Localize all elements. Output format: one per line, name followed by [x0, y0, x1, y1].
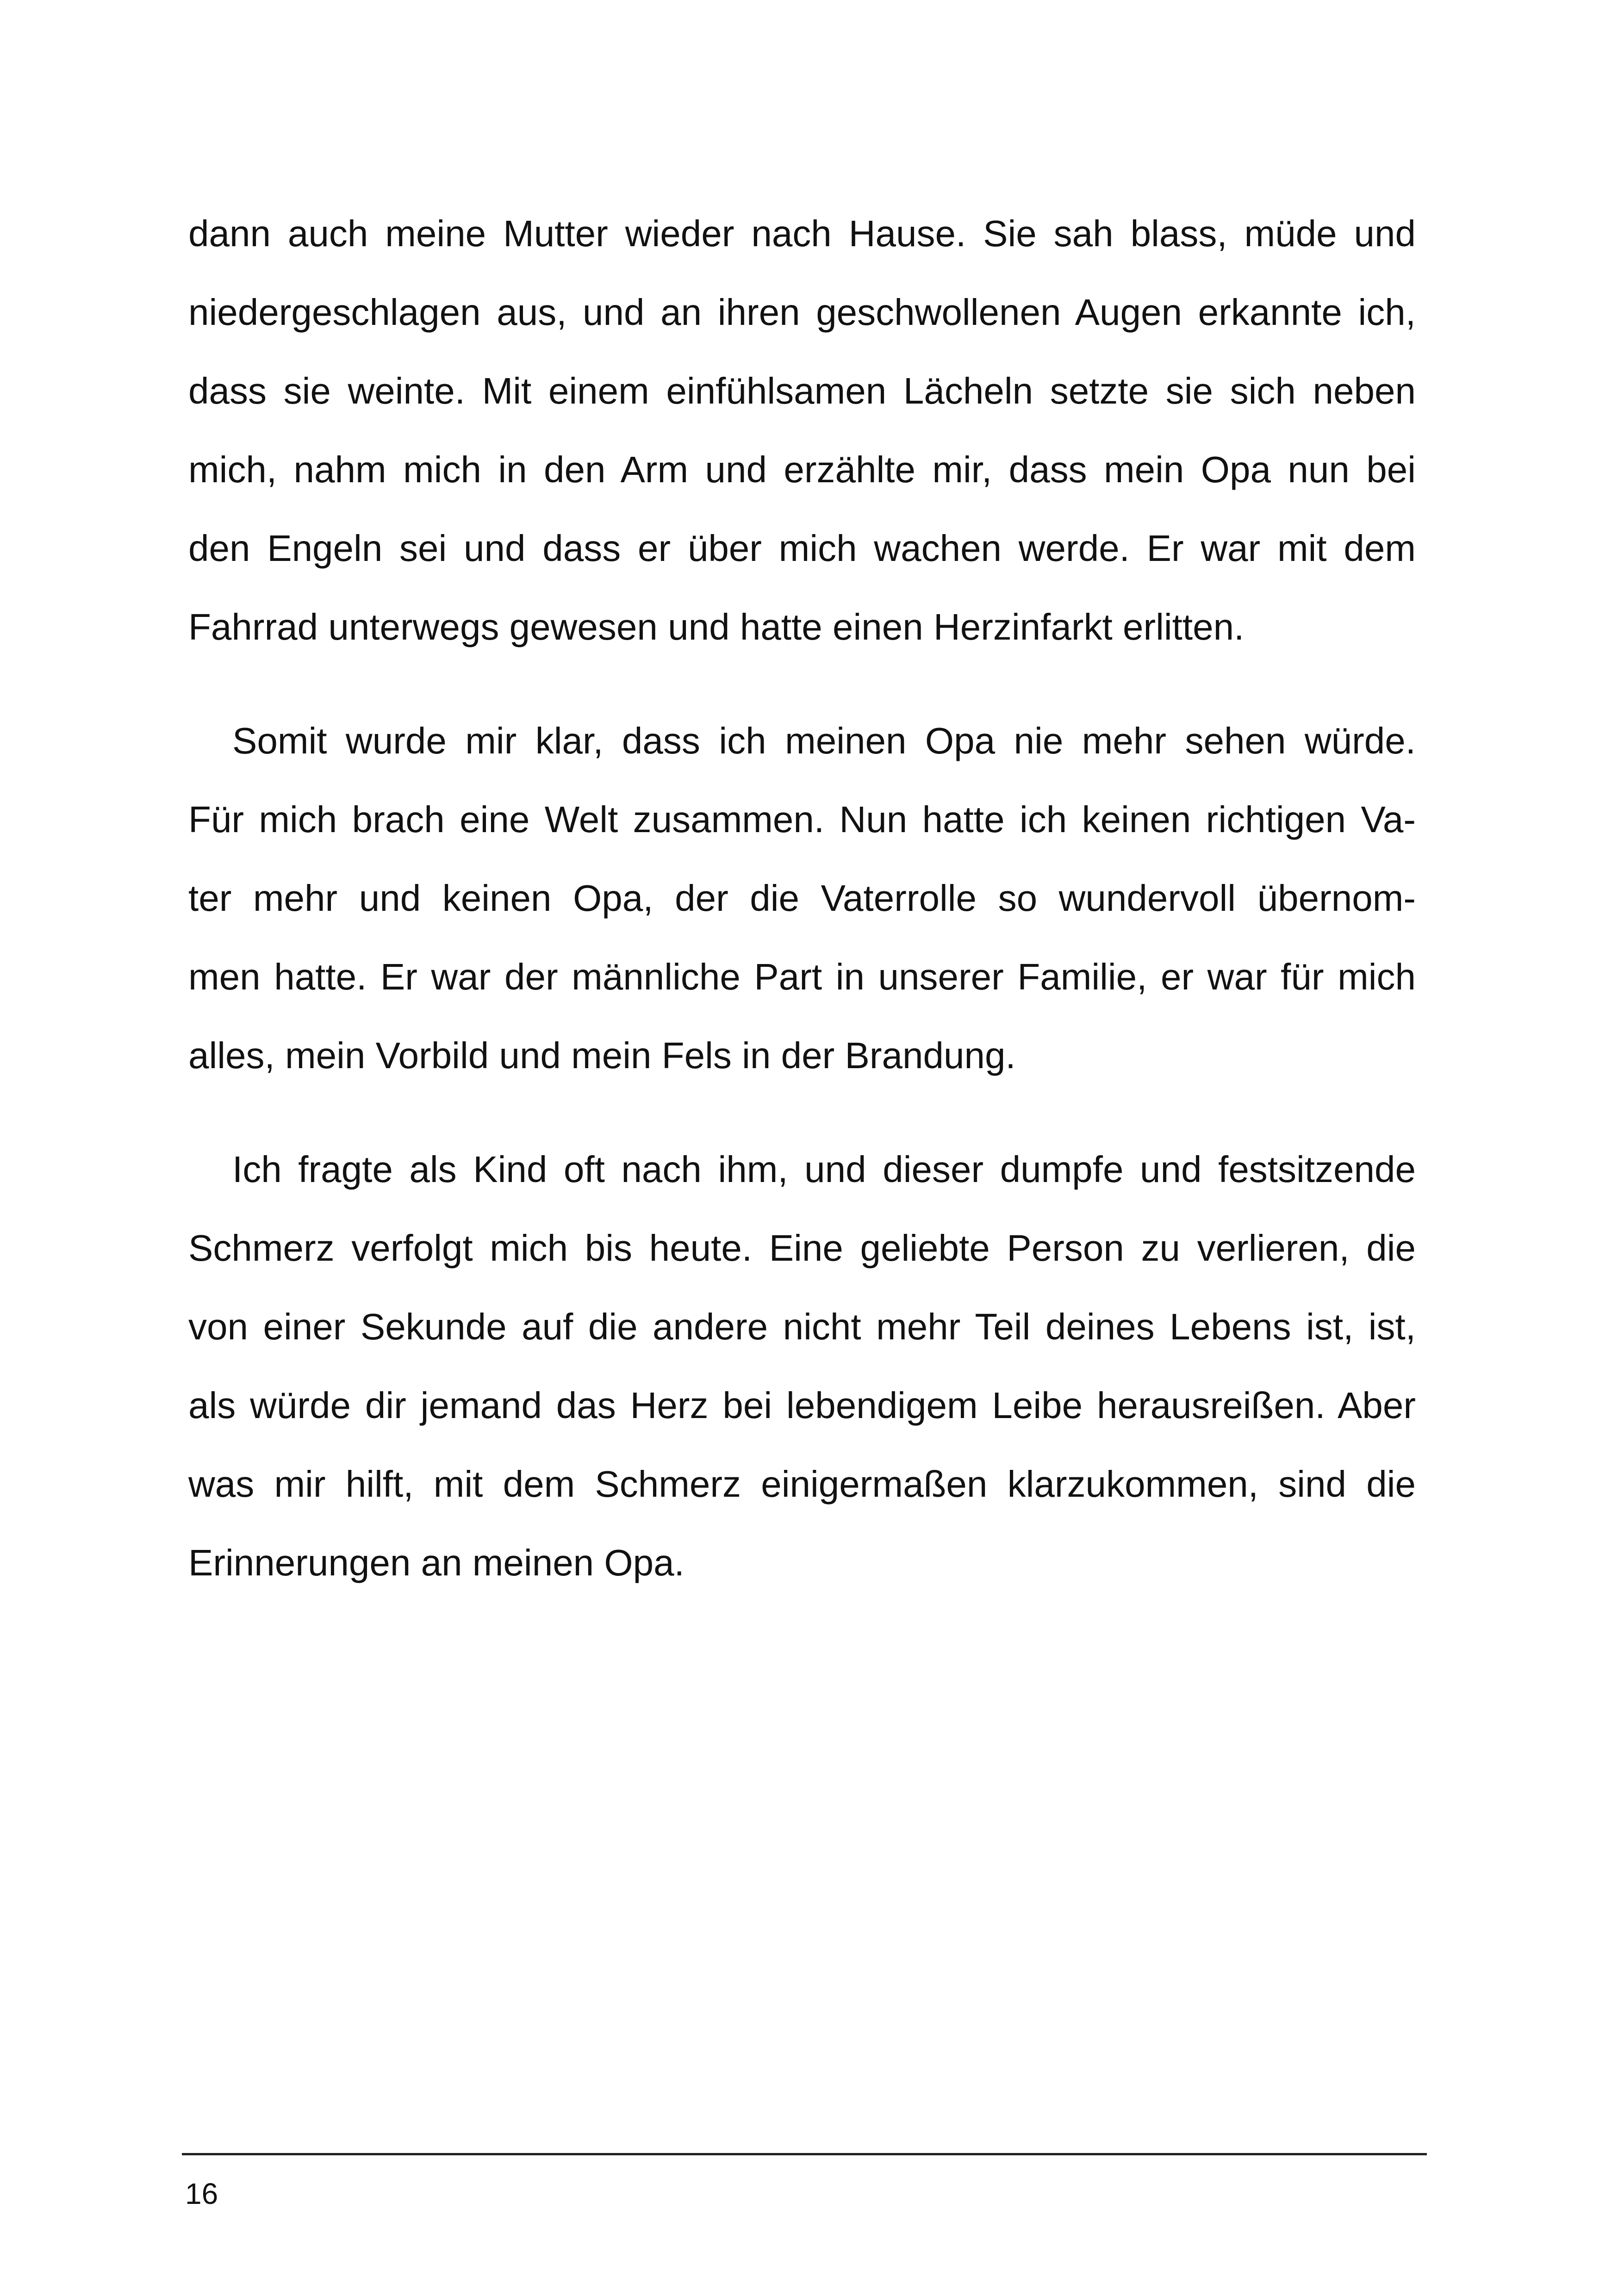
paragraph-2 — [188, 702, 1416, 1095]
text-line: von einer Sekunde auf die andere nicht mehr Teil deines Lebens ist, ist, — [188, 1306, 1416, 1347]
text-line: Ich fragte als Kind oft nach ihm, und dieser dumpfe und festsitzende — [232, 1149, 1416, 1190]
text-line: als würde dir jemand das Herz bei lebendigem Leibe herausreißen. Aber — [188, 1385, 1416, 1426]
text-line: Somit wurde mir klar, dass ich meinen Opa nie mehr sehen würde. — [232, 720, 1416, 761]
text-line: Schmerz verfolgt mich bis heute. Eine geliebte Person zu verlieren, die — [188, 1227, 1416, 1269]
text-line: dass sie weinte. Mit einem einfühlsamen Lächeln setzte sie sich neben — [188, 370, 1416, 411]
text-line: den Engeln sei und dass er über mich wachen werde. Er war mit dem — [188, 528, 1416, 569]
text-line: Für mich brach eine Welt zusammen. Nun hatte ich keinen richtigen Va- — [188, 799, 1416, 840]
text-line: was mir hilft, mit dem Schmerz einigermaßen klarzukommen, sind die — [188, 1463, 1416, 1505]
paragraph-1 — [188, 194, 1416, 666]
text-line: ter mehr und keinen Opa, der die Vaterrolle so wundervoll übernom- — [188, 877, 1416, 919]
text-line: Fahrrad unterwegs gewesen und hatte einen Herzinfarkt erlitten. — [188, 606, 1245, 647]
paragraph-3 — [188, 1130, 1416, 1602]
text-line: men hatte. Er war der männliche Part in unserer Familie, er war für mich — [188, 956, 1416, 997]
text-line: Erinnerungen an meinen Opa. — [188, 1542, 685, 1583]
footer-divider — [182, 2153, 1427, 2155]
text-line: dann auch meine Mutter wieder nach Hause. Sie sah blass, müde und — [188, 213, 1416, 254]
page-body — [188, 194, 1416, 1637]
page-number: 16 — [185, 2177, 218, 2210]
text-line: niedergeschlagen aus, und an ihren geschwollenen Augen erkannte ich, — [188, 292, 1416, 333]
text-line: mich, nahm mich in den Arm und erzählte mir, dass mein Opa nun bei — [188, 449, 1416, 490]
text-line: alles, mein Vorbild und mein Fels in der Brandung. — [188, 1035, 1016, 1076]
